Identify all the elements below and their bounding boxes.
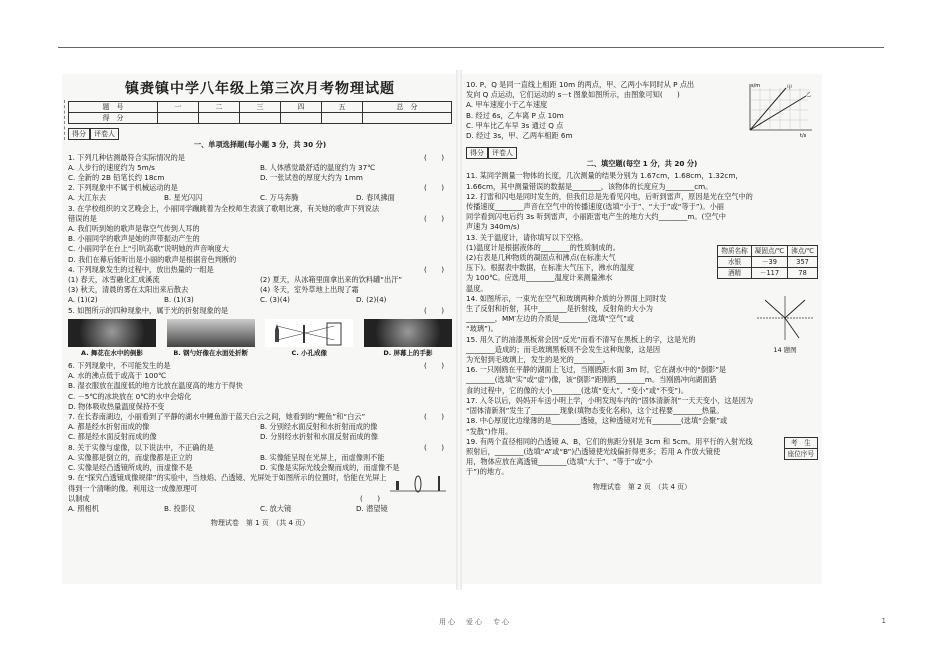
score-cell: 四 — [281, 102, 322, 113]
question-6: 6. 下列现象中，不可能发生的是 ( ) — [68, 361, 444, 371]
question-text: 压下)。根据表中数据，在标准大气压下，沸水的温度 — [466, 263, 635, 273]
score-cell — [322, 113, 363, 124]
section-1-heading: 一、单项选择题(每小题 3 分，共 30 分) — [193, 140, 327, 150]
exam-page-2 — [466, 80, 818, 492]
option-text: C. 甲车比乙车早 3s 通过 Q 点 — [466, 120, 564, 130]
question-text: 同学看到闪电后约 3s 听到雷声，小丽距雷电产生的地方大约________m。(空气中 — [466, 212, 726, 222]
score-table-row — [69, 102, 452, 113]
options-row — [68, 193, 452, 203]
option-text: (3) 秋天，清晨的雾在太阳出来后散去 — [68, 285, 189, 295]
question-text: 为光射到毛玻璃上，发生的是光的________。 — [466, 355, 610, 365]
option-text: D. 经过 3s，甲、乙两车相距 6m — [466, 131, 573, 141]
score-cell — [363, 113, 452, 124]
page-fold — [456, 70, 462, 590]
grader-name-label: 评卷人 — [488, 147, 517, 159]
table-row: 水银 －39 357 — [718, 257, 818, 268]
page-number: 1 — [881, 617, 886, 625]
score-cell: 一 — [157, 102, 198, 113]
question-text: “发散”)作用。 — [466, 426, 513, 436]
question-11: 11. 某同学测量一物体的长度，几次测量的结果分别为 1.67cm，1.68cm，1.32cm， — [466, 171, 743, 181]
question-text: 食的过程中，它的像的大小________(选填“变大”、“变小”或“不变”)。 — [466, 385, 689, 395]
question-9: 9. 在“探究凸透镜成像规律”的实验中，当烛焰、凸透镜、光屏处于如图所示的位置时，恰能在光屏上得到一个清晰的像。利用这一成像原理可 — [68, 473, 452, 493]
option-text: A. 我们听到她的歌声是靠空气传到人耳的 — [68, 224, 200, 234]
flower-reflection-image — [68, 319, 156, 347]
question-12: 12. 打雷和闪电是同时发生的，但我们总是先看见闪电，后听到雷声，原因是光在空气中的 — [466, 191, 753, 201]
options-row — [68, 504, 452, 514]
score-cell: 五 — [322, 102, 363, 113]
question-7: 7. 在长春南湖边，小丽看到了平静的湖水中鲤鱼游于蓝天白云之间，她看到的“鲤鱼”和“白云” ( ) — [68, 412, 444, 422]
option-text: D. 实像是实际光线会聚而成的，而虚像不是 — [260, 463, 400, 473]
exam-title: 镇赉镇中学八年级上第三次月考物理试题 — [125, 81, 395, 97]
figure-14-caption: 14 题图 — [773, 346, 797, 355]
question-14: 14. 如图所示，一束光在空气和玻璃两种介质的分界面上同时发 — [466, 293, 667, 303]
option-text: A. 照相机 — [68, 503, 99, 513]
options-row — [68, 463, 452, 473]
question-10: 10. P、Q 是同一直线上相距 10m 的两点，甲、乙两小车同时从 P 点出 — [466, 80, 695, 89]
option-text: D. 分别经水折射和水面反射而成的像 — [260, 432, 378, 442]
options-row — [68, 173, 452, 183]
option-text: D. 潜望镜 — [356, 503, 388, 513]
figure-5d: D. 屏幕上的手影 — [364, 319, 452, 358]
option-text: C. 万马奔腾 — [260, 193, 299, 203]
option-text: B. 分别经水面反射和水折射而成的像 — [260, 422, 378, 432]
option-text: B. 湿衣服放在温度低的地方比放在温度高的地方干得快 — [68, 381, 243, 391]
option-text: (2) 夏天，从冰箱里面拿出来的饮料罐“出汗” — [260, 275, 403, 285]
series-label-jia: 甲 — [787, 85, 793, 91]
score-cell — [157, 113, 198, 124]
question-2: 2. 下列现象中不属于机械运动的是 ( ) — [68, 183, 444, 193]
section-2-heading: 二、填空题(每空 1 分，共 20 分) — [586, 159, 698, 169]
options-row — [68, 285, 452, 295]
question-3: 3. 在学校组织的文艺晚会上，小丽同学蹦跳着为全校师生表演了歌唱比赛，有关她的歌声下列说法 — [68, 203, 380, 213]
option-text: D. (2)(4) — [356, 295, 387, 305]
option-text: C. (3)(4) — [260, 295, 290, 305]
option-text: B. 小丽同学的歌声是她的声带振动产生的 — [68, 234, 200, 244]
question-text: “固体清新剂”发生了________现象(填物态变化名称)，这个过程要________热量。 — [466, 406, 724, 416]
score-cell — [281, 113, 322, 124]
option-text: C. 都是经水面反射而成的像 — [68, 432, 157, 442]
question-text: 为 100℃。应选用________温度计来测量沸水 — [466, 273, 613, 283]
question-text: 用，物体应放在离透镜________(选填“大于”、“等于”或“小 — [466, 457, 653, 467]
option-text: B. 投影仪 — [164, 503, 196, 513]
option-text: D. 我们在幕后能听出是小丽的歌声是根据音色判断的 — [68, 254, 237, 264]
option-text: B. 星光闪闪 — [164, 193, 203, 203]
score-cell: 得 分 — [69, 113, 158, 124]
figure-5c: C. 小孔成像 — [265, 319, 353, 358]
grader-score-label: 得分 — [466, 147, 488, 159]
question-text: 声速为 340m/s) — [466, 222, 520, 232]
question-13: 13. 关于温度计，请你填写以下空格。 — [466, 232, 588, 242]
score-cell — [198, 113, 239, 124]
options-row — [68, 453, 452, 463]
score-table — [68, 101, 452, 124]
grader-box — [466, 147, 818, 159]
figure-14 — [752, 294, 818, 355]
question-16: 16. 一只刚鸥在平静的湖面上飞过，当刚鸥距水面 3m 时，它在湖水中的“倒影”是 — [466, 365, 727, 375]
score-cell: 三 — [239, 102, 280, 113]
pinhole-camera-image — [265, 319, 353, 347]
binding-margin-mark — [64, 100, 66, 140]
document-footer: 用心 爱心 专心 — [439, 618, 511, 626]
figure-5b: B. 钢勺好像在水面处折断 — [167, 319, 255, 358]
figure-5a: A. 舞花在水中的倒影 — [68, 319, 156, 358]
materials-table — [717, 245, 818, 280]
options-row — [68, 422, 452, 432]
question-text: 错误的是 ( ) — [68, 213, 444, 223]
table-row: 物质名称 凝固点/℃ 沸点/℃ — [718, 245, 818, 256]
grader-box — [68, 128, 452, 140]
option-text: B. (1)(3) — [164, 295, 194, 305]
option-text: A. (1)(2) — [68, 295, 98, 305]
grader-score-label: 得分 — [68, 128, 90, 140]
spoon-in-water-image — [167, 319, 255, 347]
option-text: A. 人步行的速度约为 5m/s — [68, 162, 155, 172]
option-text: A. 都是经水折射而成的像 — [68, 422, 150, 432]
question-text: (2)右表是几种物质的凝固点和沸点(在标准大气 — [466, 253, 616, 263]
option-text: D. 物体吸收热量温度保持不变 — [68, 401, 165, 411]
option-text: B. 实像能呈现在光屏上，而虚像则不能 — [260, 452, 385, 462]
option-text: D. 一张试卷的厚度大约为 1mm — [260, 173, 363, 183]
option-text: A. 大江东去 — [68, 193, 107, 203]
pinhole-diagram-icon — [269, 320, 349, 346]
series-label-yi: 乙 — [806, 92, 812, 98]
page-1-footer: 物理试卷 第 1 页 （共 4 页） — [210, 519, 310, 528]
question-text: 以制成 ( ) — [68, 493, 380, 503]
options-row — [68, 432, 452, 442]
question-text: 1.66cm，其中测量错误的数据是________，该物体的长度应为________cm。 — [466, 181, 713, 191]
question-text: ________造成的；而毛玻璃黑板则不会发生这种现象，这是因 — [466, 344, 661, 354]
score-cell: 二 — [198, 102, 239, 113]
option-text: C. －5℃的冰块放在 0℃的水中会熔化 — [68, 391, 192, 401]
seat-number-box: 考 生 座位序号 — [784, 437, 818, 460]
lens-bench-diagram-icon — [388, 473, 448, 495]
page-2-footer: 物理试卷 第 2 页 （共 4 页） — [592, 482, 692, 491]
top-rule — [58, 47, 884, 48]
exam-page-1 — [68, 80, 452, 528]
question-text: 发向 Q 点运动，它们运动的 s－t 图象如图所示，由图象可知( ) — [466, 90, 680, 100]
grader-name-label: 评卷人 — [90, 128, 119, 140]
question-text: 温度。 — [466, 283, 488, 293]
options-row — [68, 275, 452, 285]
score-cell — [239, 113, 280, 124]
option-text: C. 实像是经凸透镜所成的，而虚像不是 — [68, 463, 193, 473]
question-text: “玻璃”)。 — [466, 324, 498, 334]
table-row: 酒精 －117 78 — [718, 268, 818, 279]
option-text: C. 全新的 2B 铅笔长约 18cm — [68, 173, 165, 183]
hand-shadow-image — [364, 319, 452, 347]
question-text: ________(选填“实”或“虚”)像，该“倒影”距刚鸥________m。当刚鸥冲向湖面猎 — [466, 375, 717, 385]
option-text: C. 放大镜 — [260, 503, 292, 513]
question-text: 传播速度________声音在空气中的传播速度(选填“小于”、“大于”或“等于”)。小丽 — [466, 202, 724, 212]
question-text: 于”)的地方。 — [466, 467, 509, 477]
score-cell: 总 分 — [363, 102, 452, 113]
y-axis-label: s/m — [751, 83, 761, 89]
reflection-refraction-diagram-icon — [755, 294, 815, 342]
question-15: 15. 用久了的油漆黑板常会因“反光”而看不清写在黑板上的字，这是光的 — [466, 334, 696, 344]
question-1: 1. 下列几种估测最符合实际情况的是 ( ) — [68, 152, 444, 162]
question-5-figures — [68, 319, 452, 358]
option-text: A. 实像都是倒立的，而虚像都是正立的 — [68, 452, 193, 462]
option-text: (1) 春天，冰雪融化汇成溪流 — [68, 275, 160, 285]
option-text: A. 水的沸点低于或高于 100℃ — [68, 371, 167, 381]
question-text: (1)温度计是根据液体的________的性质制成的。 — [466, 242, 620, 252]
question-text: 照射后，________(选填“A”或“B”)凸透镜使光线偏折得更多；若用 A 作放大镜使 — [466, 446, 721, 456]
option-text: B. 经过 6s，乙车离 P 点 10m — [466, 110, 564, 120]
question-19: 19. 有两个直径相同的凸透镜 A、B，它们的焦距分别是 3cm 和 5cm。用平行的入射光线 — [466, 436, 753, 446]
score-cell: 题 号 — [69, 102, 158, 113]
option-text: B. 人体感觉最舒适的温度约为 37℃ — [260, 162, 376, 172]
option-text: D. 春风拂面 — [356, 193, 395, 203]
options-row — [68, 295, 452, 305]
question-8: 8. 关于实像与虚像，以下说法中，不正确的是 ( ) — [68, 442, 444, 452]
x-axis-label: t/s — [800, 133, 807, 138]
options-row — [68, 163, 452, 173]
question-17: 17. 入冬以后，妈妈开车送小明上学，小明发现车内的“固体清新剂”一天天变小，这是因为 — [466, 395, 754, 405]
option-text: A. 甲车速度小于乙车速度 — [466, 100, 548, 110]
option-text: C. 小丽同学在台上“引吭高歌”说明她的声音响度大 — [68, 244, 229, 254]
question-4: 4. 下列现象发生的过程中，放出热量的一组是 ( ) — [68, 264, 444, 274]
question-5: 5. 如图所示的四种现象中，属于光的折射现象的是 ( ) — [68, 305, 444, 315]
score-table-row — [69, 113, 452, 124]
question-18: 18. 中心厚度比边缘薄的是________透镜，这种透镜对光有________(选填“会聚”或 — [466, 416, 728, 426]
question-text: 生了反射和折射，其中________是折射线，反射角的大小为 — [466, 304, 653, 314]
option-text: (4) 冬天，室外草地上出现了霜 — [260, 285, 359, 295]
st-graph — [742, 80, 814, 138]
question-text: ________，MM′左边的介质是________(选填“空气”或 — [466, 314, 635, 324]
